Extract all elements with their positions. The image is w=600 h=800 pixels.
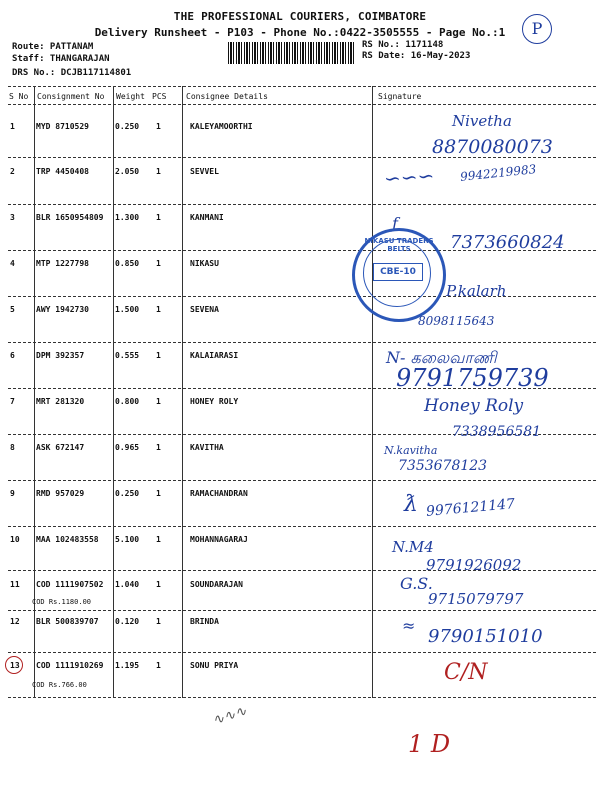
row-consignee: HONEY ROLY [190,397,239,406]
row-rule [8,480,596,481]
row-consignment: MAA 102483558 [36,535,99,544]
signature-9-scribble: ƛ [404,492,418,517]
signature-3-phone: 7373660824 [450,232,565,253]
row-consignee: SONU PRIYA [190,661,239,670]
col-header-weight: Weight [116,92,145,101]
row-pcs: 1 [156,167,161,176]
row-consignee: SOUNDARAJAN [190,580,243,589]
row-rule [8,526,596,527]
row-consignee: RAMACHANDRAN [190,489,248,498]
signature-12-scribble: ≈ [402,616,416,635]
row-pcs: 1 [156,661,161,670]
row-sno: 8 [10,443,15,452]
row-pcs: 1 [156,213,161,222]
row-weight: 0.250 [115,489,140,498]
row-consignment: DPM 392357 [36,351,85,360]
row-sno: 10 [10,535,20,544]
row-consignment: MYD 8710529 [36,122,89,131]
row-weight: 0.555 [115,351,140,360]
row-sno: 4 [10,259,15,268]
row-pcs: 1 [156,580,161,589]
stamp-ring-text: NIKASU TRADERS BELTS [364,237,434,253]
signature-10-phone: 9791926092 [426,556,522,574]
col-divider-consignee [372,86,373,698]
row-pcs: 1 [156,535,161,544]
row-consignee: MOHANNAGARAJ [190,535,248,544]
row-weight: 2.050 [115,167,140,176]
staff-label: Staff: THANGARAJAN [12,54,110,64]
row-weight: 5.100 [115,535,140,544]
signature-2-phone: 9942219983 [459,162,537,184]
row-pcs: 1 [156,305,161,314]
rs-date: RS Date: 16-May-2023 [362,51,471,61]
row-sno: 9 [10,489,15,498]
row-sno: 1 [10,122,15,131]
signature-9-phone: 9976121147 [425,496,516,520]
row-consignment: TRP 4450408 [36,167,89,176]
row-consignee: KANMANI [190,213,224,222]
row-weight: 1.500 [115,305,140,314]
row-sno: 2 [10,167,15,176]
row-consignment: RMD 957029 [36,489,85,498]
company-stamp [352,228,446,322]
row-weight: 0.120 [115,617,140,626]
row-consignment: MTP 1227798 [36,259,89,268]
signature-7-phone: 7338956581 [452,424,542,440]
row-consignee: KAVITHA [190,443,224,452]
row-sno: 7 [10,397,15,406]
row-pcs: 1 [156,617,161,626]
row-cod-amount: COD Rs.766.00 [32,681,87,689]
signature-5-phone: 8098115643 [418,314,495,328]
signature-6-phone: 9791759739 [396,364,549,392]
col-header-sno: S No [9,92,29,101]
signature-12-phone: 9790151010 [428,626,543,647]
signature-8-name: N.kavitha [384,444,438,457]
row-consignment: AWY 1942730 [36,305,89,314]
row-weight: 1.195 [115,661,140,670]
row-weight: 0.965 [115,443,140,452]
row-rule [8,697,596,698]
row-consignment: ASK 672147 [36,443,85,452]
header-bottom-rule [8,104,596,105]
row-sno: 11 [10,580,20,589]
row-pcs: 1 [156,351,161,360]
row-consignment: BLR 1650954809 [36,213,104,222]
row-rule [8,204,596,205]
row-weight: 0.850 [115,259,140,268]
row-sno: 13 [10,661,20,670]
signature-5-name: P.kalarh [446,282,507,300]
row-rule [8,610,596,611]
signature-13-mark: C/N [444,660,488,685]
row-consignee: SEVENA [190,305,219,314]
header-top-rule [8,86,596,87]
signature-3-scribble: ƒ [392,214,398,233]
row-sno: 12 [10,617,20,626]
signature-2-scribble: ∽∽∽ [383,163,436,191]
route-label: Route: PATTANAM [12,42,94,52]
row-consignment: COD 1111907502 [36,580,104,589]
bottom-marks: 1 D [408,730,451,758]
row-consignee: KALEYAMOORTHI [190,122,253,131]
row-consignment: COD 1111910269 [36,661,104,670]
col-divider-pcs [182,86,183,698]
row-weight: 1.040 [115,580,140,589]
row-pcs: 1 [156,259,161,268]
row-consignee: SEVVEL [190,167,219,176]
col-divider-sno [34,86,35,698]
faint-scribble: ∿∿∿ [210,702,249,730]
row-weight: 0.250 [115,122,140,131]
row-pcs: 1 [156,443,161,452]
col-header-pcs: PCS [152,92,167,101]
signature-8-phone: 7353678123 [398,458,488,474]
row-weight: 0.800 [115,397,140,406]
row-cod-amount: COD Rs.1180.00 [32,598,92,606]
signature-11-name: G.S. [400,574,433,593]
page-mark-p: P [522,14,552,44]
signature-7-name: Honey Roly [424,396,524,416]
row-consignee: KALAIARASI [190,351,239,360]
rs-number: RS No.: 1171148 [362,40,444,50]
barcode [228,42,356,64]
col-header-consignment: Consignment No [37,92,105,101]
company-title: THE PROFESSIONAL COURIERS, COIMBATORE [173,10,427,23]
runsheet-title: Delivery Runsheet - P103 - Phone No.:0422-3505555 - Page No.:1 [94,26,506,39]
signature-1-name: Nivetha [452,112,512,130]
signature-11-phone: 9715079797 [428,590,524,608]
signature-1-phone: 8870080073 [432,136,553,158]
row-rule [8,296,596,297]
row-sno: 5 [10,305,15,314]
drs-label: DRS No.: DCJB117114801 [12,68,132,78]
stamp-center-label: CBE-10 [373,263,423,281]
row-consignment: MRT 281320 [36,397,85,406]
row-pcs: 1 [156,122,161,131]
row-sno: 3 [10,213,15,222]
row-sno: 6 [10,351,15,360]
signature-10-name: N.M4 [392,538,434,556]
row-rule [8,652,596,653]
col-header-consignee: Consignee Details [186,92,268,101]
row-rule [8,342,596,343]
col-divider-consignment [113,86,114,698]
col-header-signature: Signature [378,92,422,101]
row-pcs: 1 [156,489,161,498]
row-consignment: BLR 500839707 [36,617,99,626]
signature-6-name: N- கலைவாணி [386,348,497,367]
row-pcs: 1 [156,397,161,406]
row-weight: 1.300 [115,213,140,222]
row-consignee: NIKASU [190,259,219,268]
row-consignee: BRINDA [190,617,219,626]
